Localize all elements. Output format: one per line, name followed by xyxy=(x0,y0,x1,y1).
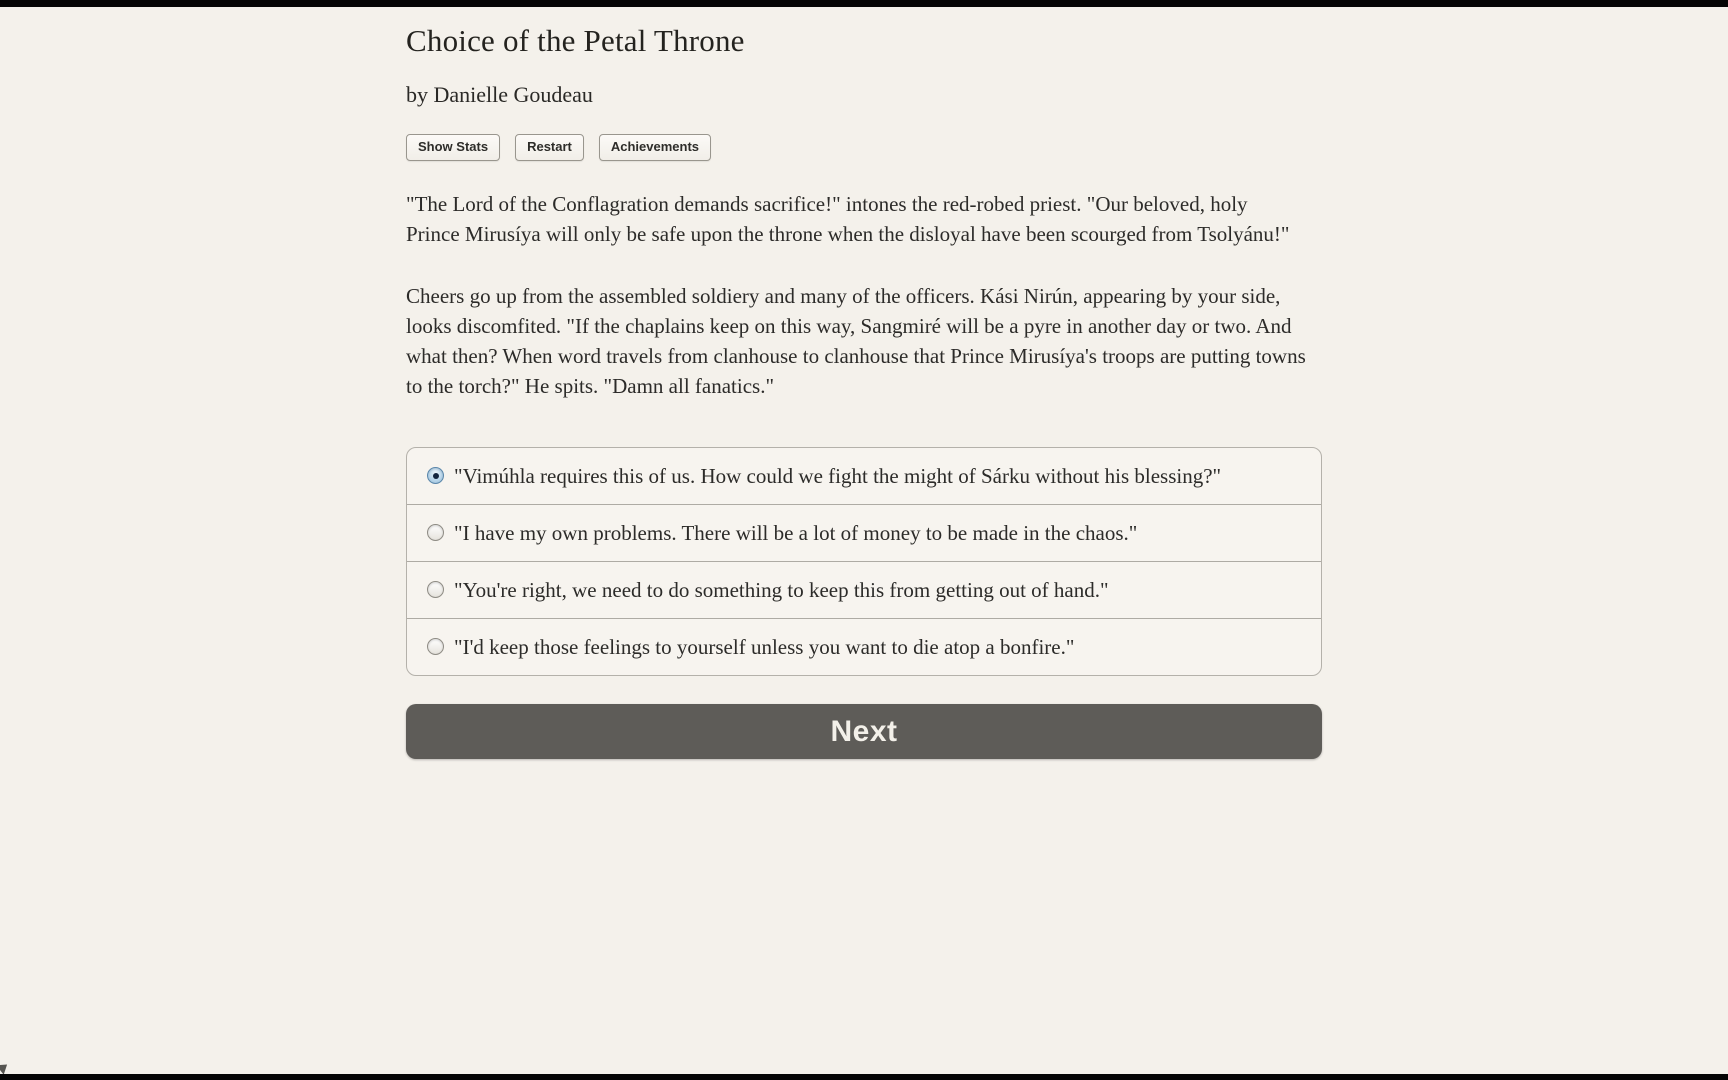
choice-option-3[interactable] xyxy=(407,561,1321,618)
mouse-cursor xyxy=(0,1060,11,1075)
choice-option-label: "Vimúhla requires this of us. How could we fight the might of Sárku without his blessing?" xyxy=(454,464,1222,488)
choice-option-label: "I have my own problems. There will be a lot of money to be made in the chaos." xyxy=(454,521,1138,545)
choice-option-label: "I'd keep those feelings to yourself unless you want to die atop a bonfire." xyxy=(454,635,1075,659)
achievements-button[interactable]: Achievements xyxy=(599,134,711,161)
author-byline: by Danielle Goudeau xyxy=(406,82,593,107)
page-title: Choice of the Petal Throne xyxy=(406,23,745,58)
story-paragraph: Cheers go up from the assembled soldiery and many of the officers. Kási Nirún, appearing by your side, looks discomfited. "If the chaplains keep on this way, Sangmiré will be a pyre in another day or two. And what then? When word travels from clanhouse to clanhouse that Prince Mirusíya's troops are putting towns to the torch?" He spits. "Damn all fanatics." xyxy=(406,284,1306,398)
choice-option-label: "You're right, we need to do something to keep this from getting out of hand." xyxy=(454,578,1109,602)
radio-icon[interactable] xyxy=(427,638,444,655)
next-button[interactable]: Next xyxy=(406,704,1322,759)
choice-option-2[interactable] xyxy=(407,504,1321,561)
toolbar xyxy=(406,134,1322,161)
radio-icon[interactable] xyxy=(427,581,444,598)
restart-button[interactable]: Restart xyxy=(515,134,584,161)
choice-group xyxy=(406,447,1322,676)
main-column xyxy=(406,0,1322,759)
choice-option-4[interactable] xyxy=(407,618,1321,675)
radio-icon[interactable] xyxy=(427,467,444,484)
bottom-letterbox-bar xyxy=(0,1074,1728,1080)
radio-icon[interactable] xyxy=(427,524,444,541)
show-stats-button[interactable]: Show Stats xyxy=(406,134,500,161)
choice-option-1[interactable] xyxy=(407,448,1321,504)
story-paragraph: "The Lord of the Conflagration demands sacrifice!" intones the red-robed priest. "Our beloved, holy Prince Mirusíya will only be safe upon the throne when the disloyal have been scourged from Tsolyánu!" xyxy=(406,192,1290,246)
